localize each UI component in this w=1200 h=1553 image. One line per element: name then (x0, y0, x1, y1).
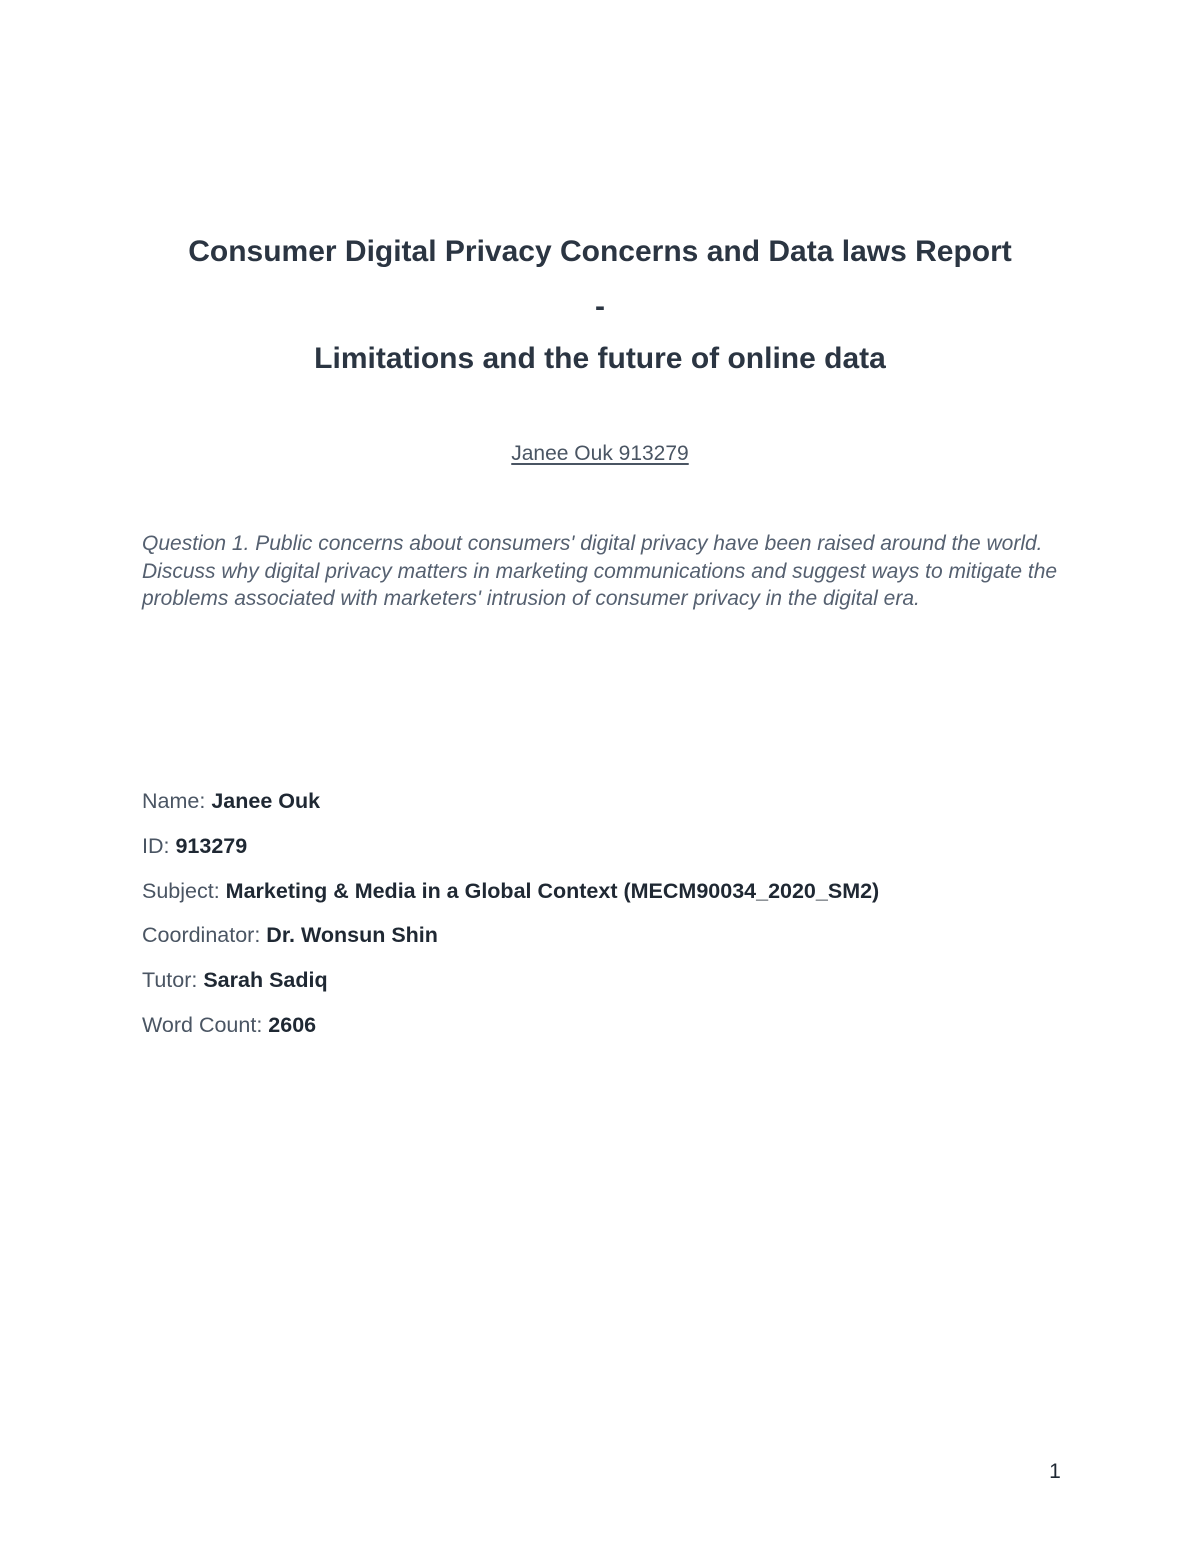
detail-name (142, 789, 1102, 814)
detail-value: Marketing & Media in a Global Context (MECM90034_2020_SM2) (225, 879, 880, 903)
detail-subject (142, 879, 1102, 904)
page-number: 1 (1049, 1460, 1061, 1483)
title-separator: - (595, 290, 605, 323)
detail-id (142, 834, 1102, 859)
detail-label: Subject: (142, 879, 226, 903)
detail-value: Janee Ouk (211, 789, 321, 813)
detail-label: Tutor: (142, 968, 204, 992)
detail-word-count (142, 1013, 1102, 1038)
detail-label: Word Count: (142, 1013, 269, 1037)
report-subtitle: Limitations and the future of online data (314, 342, 886, 375)
detail-label: Coordinator: (142, 923, 267, 947)
question-text: Question 1. Public concerns about consumers' digital privacy have been raised around the world. Discuss why digital privacy matters in marketing communications and suggest ways to mitigate the problems associated with marketers' intrusion of consumer privacy in the digital era. (142, 532, 1058, 610)
detail-value: 2606 (268, 1013, 317, 1037)
detail-value: Sarah Sadiq (203, 968, 328, 992)
report-title: Consumer Digital Privacy Concerns and Data laws Report (188, 235, 1012, 268)
author-name-id: Janee Ouk 913279 (511, 442, 689, 465)
author-line (0, 442, 1200, 466)
detail-coordinator (142, 923, 1102, 948)
detail-value: 913279 (175, 834, 248, 858)
detail-tutor (142, 968, 1102, 993)
detail-value: Dr. Wonsun Shin (266, 923, 438, 947)
detail-label: Name: (142, 789, 212, 813)
detail-label: ID: (142, 834, 176, 858)
